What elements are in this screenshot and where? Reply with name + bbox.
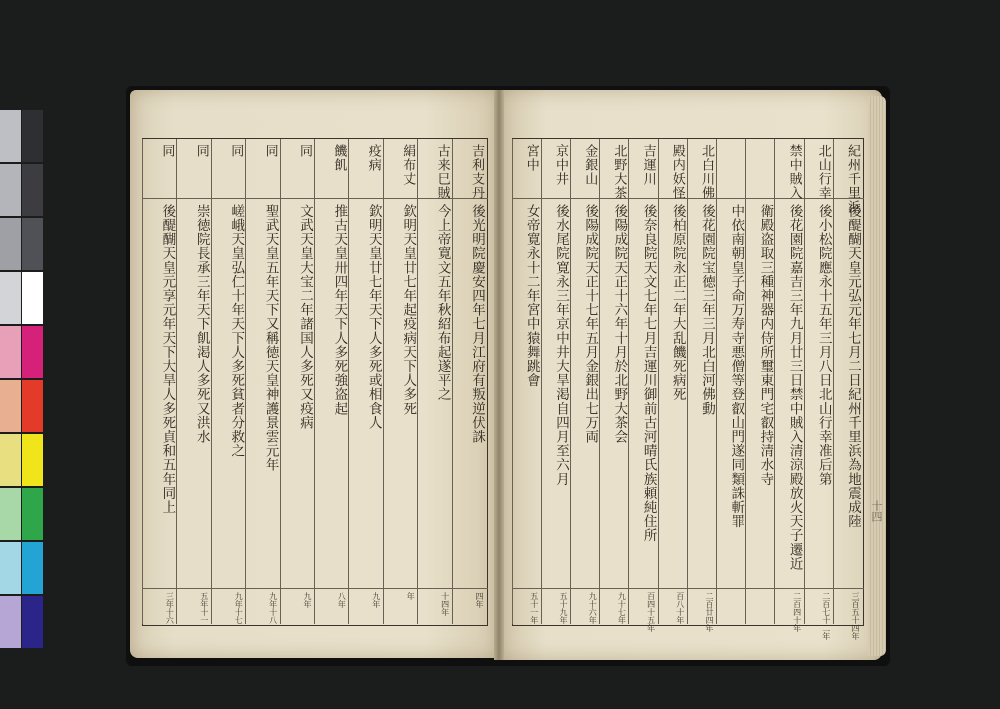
right-page-number: 十四 [870,500,883,522]
entry-text: 欽明天皇廿七年天下人多死或相食人 [365,204,382,430]
entry-heading: 疫病 [365,144,381,172]
entry-heading: 殿内妖怪 [669,144,685,200]
entry-heading: 紀州千里浜 [844,144,860,214]
left-year-rule [142,588,488,589]
entry-text: 後醍醐天皇元弘元年七月二日紀州千里浜為地震成陸 [844,204,861,529]
page-edges [868,96,886,656]
entry-years-ago: 二百四十年 [792,592,802,632]
entry-heading [719,144,742,196]
column-rule [245,139,246,624]
entry-years-ago: 二百廿四年 [704,592,714,632]
color-chip [0,488,21,540]
entry-heading: 宮中 [523,144,539,172]
entry-years-ago: 四年 [474,592,484,608]
column-rule [452,139,453,624]
color-chip [22,218,43,270]
entry-years-ago: 百八十年 [675,592,685,624]
right-head-rule [512,198,864,199]
entry-heading: 吉利支丹 [468,144,484,200]
entry-text: 後醍醐天皇元享元年天下大旱人多死貞和五年同上 [159,204,176,515]
color-chip [0,164,21,216]
entry-years-ago: 八年 [337,592,347,608]
entry-years-ago: 五十九年 [558,592,568,624]
entry-heading: 北白川佛 [698,144,714,200]
entry-text: 聖武天皇五年天下又稱徳天皇神護景雲元年 [262,204,279,472]
entry-text: 後光明院慶安四年七月江府有叛逆伏誅 [468,204,485,444]
color-chip [0,272,21,324]
color-chip [22,434,43,486]
column-rule [280,139,281,624]
entry-text: 後花園院宝徳三年三月北白河佛動 [698,204,715,416]
color-chip [22,380,43,432]
entry-heading: 金銀山 [582,144,598,186]
column-rule [716,139,717,624]
column-rule [417,139,418,624]
entry-years-ago [719,592,742,622]
entry-heading: 禁中賊入 [786,144,802,200]
column-rule [774,139,775,624]
color-chip [0,110,21,162]
entry-text: 衛殿盗取三種神器内侍所璽東門宅叡持清水寺 [757,204,774,486]
entry-years-ago: 九年 [371,592,381,608]
right-year-rule [512,588,864,589]
entry-text: 後奈良院天文七年七月吉運川御前古河晴氏族頼純住所 [640,204,657,543]
color-chip [0,542,21,594]
column-rule [599,139,600,624]
color-chip [22,596,43,648]
entry-heading: 北野大茶 [611,144,627,200]
entry-years-ago: 九年十七 [234,592,244,624]
color-chip [0,218,21,270]
entry-years-ago: 五十一年 [529,592,539,624]
column-rule [804,139,805,624]
column-rule [628,139,629,624]
entry-heading: 饑飢 [331,144,347,172]
entry-text: 後陽成院天正十七年五月金銀出七万両 [582,204,599,444]
entry-years-ago: 十四年 [440,592,450,616]
column-rule [176,139,177,624]
entry-text: 文武天皇大宝二年諸国人多死又疫病 [296,204,313,430]
color-chip [22,488,43,540]
entry-years-ago: 百四十五年 [646,592,656,632]
entry-text: 後水尾院寛永三年京中井大旱渇自四月至六月 [552,204,569,486]
entry-years-ago: 九年 [302,592,312,608]
entry-years-ago: 三百五十四年 [850,592,860,640]
entry-years-ago [748,592,771,622]
color-chip [0,596,21,648]
column-rule [383,139,384,624]
color-chip [22,326,43,378]
entry-heading: 同 [296,144,312,158]
column-rule [658,139,659,624]
entry-text: 崇徳院長承三年天下飢渇人多死又洪水 [193,204,210,444]
column-rule [541,139,542,624]
entry-heading: 京中井 [552,144,568,186]
entry-heading [748,144,771,196]
column-rule [570,139,571,624]
entry-text: 後花園院嘉吉三年九月廿三日禁中賊入清涼殿放火天子遷近 [786,204,803,571]
column-rule [833,139,834,624]
entry-text: 女帝寛永十二年宮中猿舞跳會 [523,204,540,388]
column-rule [348,139,349,624]
column-rule [211,139,212,624]
entry-years-ago: 年 [406,592,416,600]
color-chip [0,326,21,378]
column-rule [142,139,143,624]
column-rule [745,139,746,624]
entry-years-ago: 五年十一 [199,592,209,624]
color-chip [22,542,43,594]
column-rule [512,139,513,624]
entry-heading: 北山行幸 [815,144,831,200]
column-rule [687,139,688,624]
entry-heading: 絹布丈 [400,144,416,186]
entry-heading: 古来巳賊 [434,144,450,200]
entry-years-ago: 九十七年 [617,592,627,624]
entry-text: 後陽成院天正十六年十月於北野大茶会 [611,204,628,444]
entry-heading: 同 [262,144,278,158]
entry-text: 中依南朝皇子命万寿寺悪僧等登叡山門遂同類誅斬罪 [728,204,745,529]
entry-heading: 同 [228,144,244,158]
entry-text: 後小松院應永十五年三月八日北山行幸准后第 [815,204,832,486]
color-chip [22,164,43,216]
color-chip [0,380,21,432]
color-chip [22,272,43,324]
entry-heading: 吉運川 [640,144,656,186]
entry-heading: 同 [193,144,209,158]
color-chip [22,110,43,162]
entry-text: 欽明天皇廿七年起疫病天下人多死 [400,204,417,416]
entry-text: 推古天皇卅四年天下人多死強盗起 [331,204,348,416]
entry-text: 今上帝寛文五年秋紹布起遂平之 [434,204,451,402]
entry-heading: 同 [159,144,175,158]
book-gutter [494,90,504,660]
color-chip [0,434,21,486]
color-checker-strip [0,110,44,600]
column-rule [314,139,315,624]
entry-text: 嵯峨天皇弘仁十年天下人多死貧者分救之 [228,204,245,458]
entry-years-ago: 二百七十二年 [821,592,831,640]
entry-text: 後柏原院永正二年大乱饑死病死 [669,204,686,402]
entry-years-ago: 九年十八 [268,592,278,624]
entry-years-ago: 九十六年 [588,592,598,624]
entry-years-ago: 三年十六 [165,592,175,624]
